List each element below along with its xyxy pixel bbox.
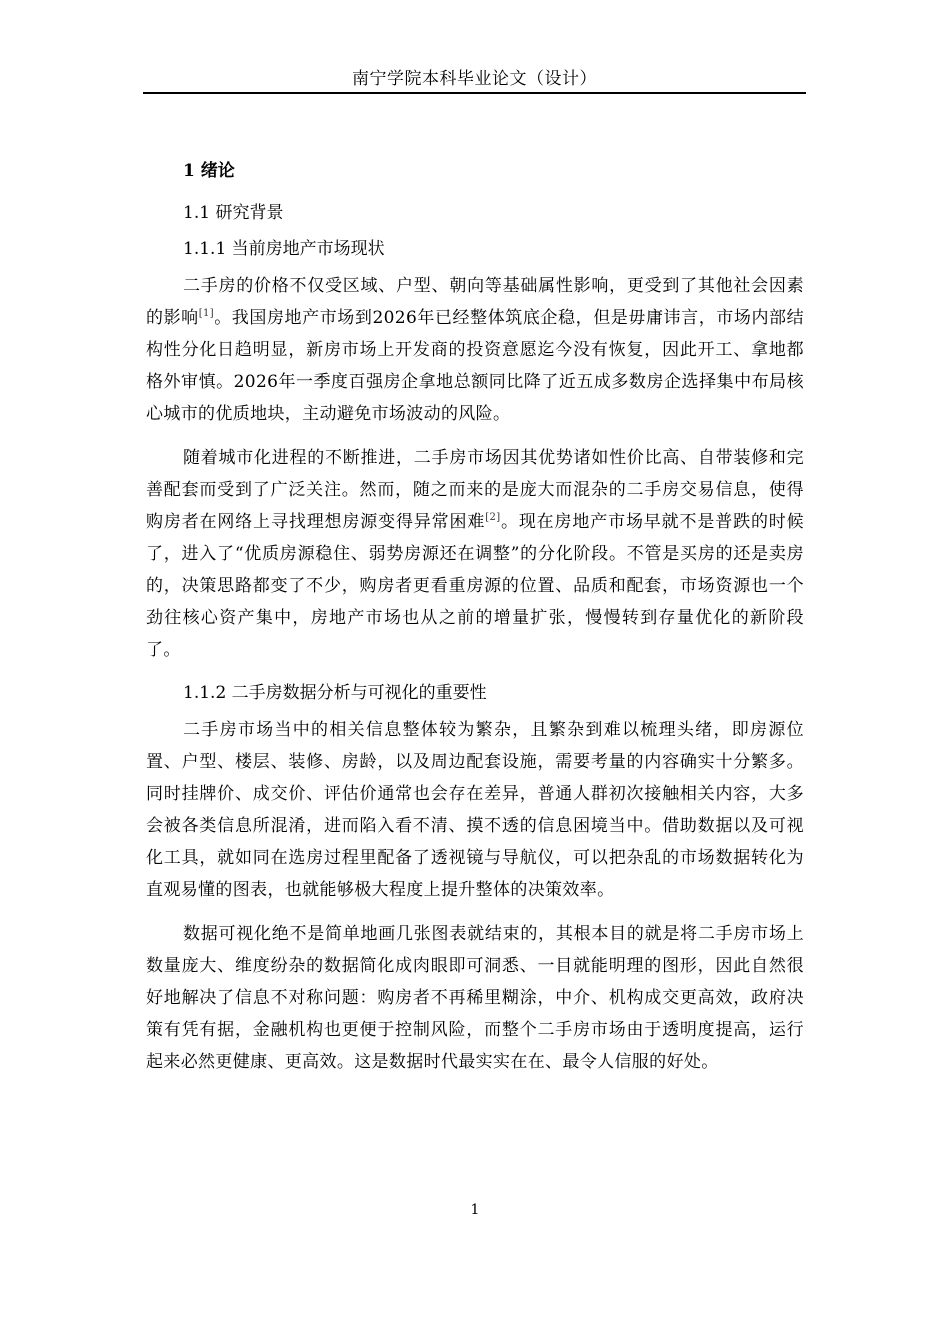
paragraph-1-text-b: 。我国房地产市场到2026年已经整体筑底企稳，但是毋庸讳言，市场内部结构性分化日趋明显，新房市场上开发商的投资意愿迄今没有恢复，因此开工、拿地都格外审慎。2026年一季度百强房企拿地总额同比降了近五成多数房企选择集中布局核心城市的优质地块，主动避免市场波动的风险。	[146, 308, 804, 424]
paragraph-1	[146, 270, 804, 430]
paragraph-2-text-a: 随着城市化进程的不断推进，二手房市场因其优势诸如性价比高、自带装修和完善配套而受到了广泛关注。然而，随之而来的是庞大而混杂的二手房交易信息，使得购房者在网络上寻找理想房源变得异常困难	[146, 448, 804, 532]
header-rule	[143, 92, 806, 94]
subsection-heading-1-1-2: 1.1.2 二手房数据分析与可视化的重要性	[183, 683, 487, 703]
citation-2: [2]	[485, 512, 501, 523]
document-body	[146, 156, 804, 1090]
chapter-heading: 1 绪论	[183, 161, 235, 181]
citation-1: [1]	[198, 308, 214, 319]
paragraph-2-text-b: 。现在房地产市场早就不是普跌的时候了，进入了“优质房源稳住、弱势房源还在调整”的分化阶段。不管是买房的还是卖房的，决策思路都变了不少，购房者更看重房源的位置、品质和配套，市场资源也一个劲往核心资产集中，房地产市场也从之前的增量扩张，慢慢转到存量优化的新阶段了。	[146, 512, 804, 660]
page-number: 1	[470, 1202, 480, 1218]
paragraph-1-text-a: 二手房的价格不仅受区域、户型、朝向等基础属性影响，更受到了其他社会因素的影响	[146, 276, 804, 328]
paragraph-4: 数据可视化绝不是简单地画几张图表就结束的，其根本目的就是将二手房市场上数量庞大、维度纷杂的数据简化成肉眼即可洞悉、一目就能明理的图形，因此自然很好地解决了信息不对称问题：购房者不再稀里糊涂，中介、机构成交更高效，政府决策有凭有据，金融机构也更便于控制风险，而整个二手房市场由于透明度提高，运行起来必然更健康、更高效。这是数据时代最实实在在、最令人信服的好处。	[146, 924, 804, 1072]
subsection-heading-1-1-1: 1.1.1 当前房地产市场现状	[183, 239, 385, 259]
paragraph-2	[146, 442, 804, 666]
section-heading-1-1: 1.1 研究背景	[183, 203, 284, 223]
paragraph-3: 二手房市场当中的相关信息整体较为繁杂，且繁杂到难以梳理头绪，即房源位置、户型、楼层、装修、房龄，以及周边配套设施，需要考量的内容确实十分繁多。同时挂牌价、成交价、评估价通常也会存在差异，普通人群初次接触相关内容，大多会被各类信息所混淆，进而陷入看不清、摸不透的信息困境当中。借助数据以及可视化工具，就如同在选房过程里配备了透视镜与导航仪，可以把杂乱的市场数据转化为直观易懂的图表，也就能够极大程度上提升整体的决策效率。	[146, 720, 804, 900]
running-header: 南宁学院本科毕业论文（设计）	[352, 69, 597, 89]
